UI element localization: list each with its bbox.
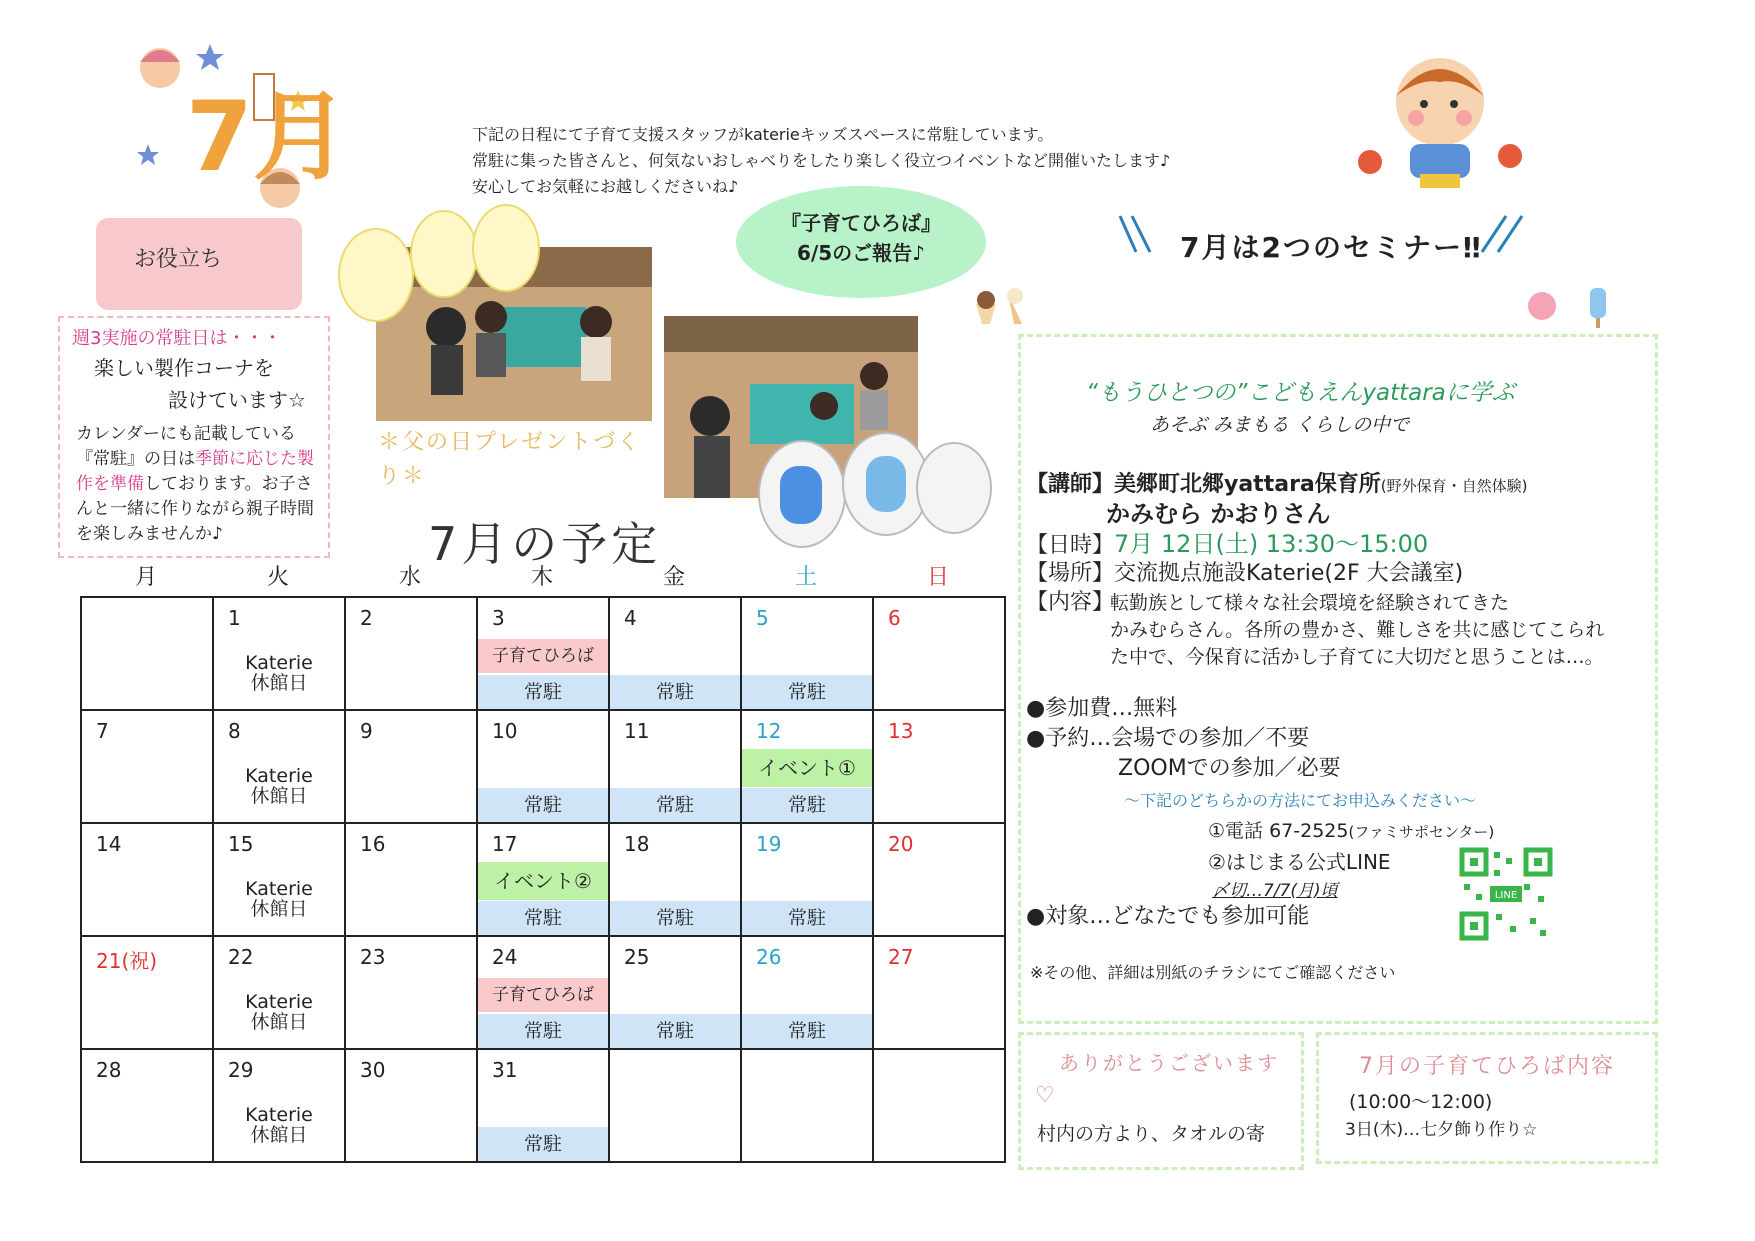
closed-text: 休館日: [250, 1124, 308, 1146]
july-badge: [130, 40, 349, 210]
lecturer-name: かみむら かおりさん: [1106, 500, 1331, 528]
day-number: 30: [360, 1058, 386, 1082]
day-cell: [345, 710, 477, 823]
apply-phone-row: [1208, 816, 1494, 843]
hiroba-content-panel: [1316, 1032, 1658, 1164]
day-number: 22: [228, 945, 254, 969]
closed-text: 休館日: [250, 672, 308, 694]
intro-line-1: 下記の日程にて子育て支援スタッフがkaterieキッズスペースに常駐しています。: [472, 125, 1054, 144]
place-label: 【場所】: [1026, 561, 1115, 586]
thanks-text: 村内の方より、タオルの寄: [1037, 1123, 1266, 1145]
day-number: 28: [96, 1058, 122, 1082]
day-cell: [345, 823, 477, 936]
seminar-note: ※その他、詳細は別紙のチラシにてご確認ください: [1030, 963, 1396, 982]
day-number: 14: [96, 832, 122, 856]
calendar-title: 7月の予定: [428, 517, 662, 571]
seminar-heading: 7月は2つのセミナー‼: [1180, 231, 1483, 264]
hiroba-tag: 子育てひろば: [478, 639, 608, 673]
closed-text: 休館日: [250, 898, 308, 920]
closed-label: [214, 1105, 344, 1145]
day-number: 13: [888, 719, 914, 743]
day-cell: [741, 936, 873, 1049]
day-number: 5: [756, 606, 769, 630]
stay-tag: 常駐: [742, 788, 872, 822]
day-cell: [873, 823, 1005, 936]
weekday-sun: 日: [926, 565, 949, 590]
reserve-row-2: ZOOMでの参加／必要: [1118, 756, 1341, 781]
craft-cup-6: [916, 442, 992, 534]
day-number: 8: [228, 719, 241, 743]
day-cell: [81, 710, 213, 823]
content-line-2: かみむらさん。各所の豊かさ、難しさを共に感じてこられ: [1110, 619, 1605, 641]
day-number: 7: [96, 719, 109, 743]
craft-handprint: [866, 456, 906, 512]
day-cell: [213, 710, 345, 823]
day-cell: [345, 1049, 477, 1162]
weekday-thu: 木: [530, 565, 553, 590]
content-label: 【内容】: [1026, 590, 1115, 615]
day-cell: [609, 710, 741, 823]
target-row: ●対象…どなたでも参加可能: [1026, 904, 1310, 929]
qr-line-label: LINE: [1494, 890, 1518, 901]
day-number: 31: [492, 1058, 518, 1082]
craft-cup-3: [472, 204, 540, 292]
day-cell: [873, 936, 1005, 1049]
weekday-mon: 月: [134, 565, 157, 590]
hiroba-tag: 子育てひろば: [478, 978, 608, 1012]
content-line-3: た中で、今保育に活かし子育てに大切だと思うことは…。: [1110, 646, 1604, 668]
stay-tag: 常駐: [610, 675, 740, 709]
day-cell: [81, 936, 213, 1049]
hiroba-content-title: 7月の子育てひろば内容: [1359, 1054, 1615, 1079]
day-cell: [609, 1049, 741, 1162]
tips-body-a: カレンダーにも記載している『常駐』の日は: [76, 424, 296, 469]
weekday-fri: 金: [662, 565, 685, 590]
lecturer-note: (野外保育・自然体験): [1380, 477, 1528, 495]
day-number: 20: [888, 832, 914, 856]
day-number: 17: [492, 832, 518, 856]
day-cell: [81, 597, 213, 710]
stay-tag: 常駐: [742, 1014, 872, 1048]
closed-label: [214, 653, 344, 693]
event-tag: イベント①: [742, 749, 872, 787]
date-label: 【日時】: [1026, 533, 1115, 558]
stay-tag: 常駐: [610, 788, 740, 822]
day-number: 10: [492, 719, 518, 743]
calendar-week: [81, 1049, 1005, 1162]
day-number: 6: [888, 606, 901, 630]
tips-label-box: [96, 218, 302, 310]
day-cell: [873, 597, 1005, 710]
tips-line-3: 設けています☆: [168, 388, 306, 412]
tips-label: お役立ち: [134, 247, 223, 272]
lecturer-row: [1026, 470, 1527, 501]
tips-panel: [58, 316, 330, 558]
day-number: 12: [756, 719, 782, 743]
day-cell: [609, 597, 741, 710]
report-bubble: [736, 186, 986, 298]
closed-label: [214, 992, 344, 1032]
day-number: 15: [228, 832, 254, 856]
reserve-row-1: ●予約…会場での参加／不要: [1026, 726, 1310, 751]
closed-venue: Katerie: [245, 991, 313, 1013]
day-number: 9: [360, 719, 373, 743]
stay-tag: 常駐: [610, 1014, 740, 1048]
ice-cream-icon: [1520, 284, 1630, 336]
day-number: 1: [228, 606, 241, 630]
date-value: 7月 12日(土) 13:30〜15:00: [1114, 530, 1429, 558]
day-cell: [213, 1049, 345, 1162]
stay-tag: 常駐: [478, 1014, 608, 1048]
day-cell: [609, 823, 741, 936]
day-number: 24: [492, 945, 518, 969]
day-cell: [81, 823, 213, 936]
day-number: 19: [756, 832, 782, 856]
thanks-title: ありがとうございます: [1059, 1051, 1279, 1075]
closed-venue: Katerie: [245, 1104, 313, 1126]
report-line-1: 『子育てひろば』: [781, 211, 941, 235]
weekday-tue: 火: [266, 565, 289, 590]
hiroba-content-item: 3日(木)…七夕飾り作り☆: [1345, 1120, 1538, 1140]
closed-label: [214, 879, 344, 919]
closed-label: [214, 766, 344, 806]
weekday-wed: 水: [398, 565, 421, 590]
closed-venue: Katerie: [245, 765, 313, 787]
photo-caption: ＊父の日プレゼントづくり＊: [378, 430, 642, 489]
day-cell: [81, 1049, 213, 1162]
stay-tag: 常駐: [478, 901, 608, 935]
tips-body-b: しております。お子さんと一緒に作りながら親子時間を楽しみませんか♪: [76, 474, 314, 544]
apply-line: ②はじまる公式LINE: [1208, 850, 1391, 874]
apply-phone-note: (ファミサポセンター): [1348, 823, 1495, 841]
day-cell: [213, 823, 345, 936]
calendar-week: [81, 710, 1005, 823]
weekday-sat: 土: [794, 565, 817, 590]
calendar-grid: [80, 596, 1006, 1163]
day-number: 23: [360, 945, 386, 969]
closed-text: 休館日: [250, 1011, 308, 1033]
heart-icon: ♡: [1035, 1083, 1055, 1108]
content-line-1: 転勤族として様々な社会環境を経験されてきた: [1110, 592, 1510, 614]
day-cell: [873, 710, 1005, 823]
day-cell: [741, 1049, 873, 1162]
lecturer-label: 【講師】美郷町北郷yattara保育所: [1026, 472, 1381, 497]
closed-venue: Katerie: [245, 652, 313, 674]
place-row: [1026, 559, 1463, 588]
seminar-subtitle: あそぶ みまもる くらしの中で: [1150, 414, 1410, 436]
day-cell: [213, 597, 345, 710]
craft-cup-4: [758, 440, 846, 548]
stay-tag: 常駐: [742, 675, 872, 709]
closed-text: 休館日: [250, 785, 308, 807]
day-number: 11: [624, 719, 650, 743]
craft-handprint: [780, 466, 822, 524]
hiroba-content-time: (10:00〜12:00): [1349, 1091, 1493, 1113]
date-row: [1026, 530, 1428, 560]
line-qr-code[interactable]: [1460, 848, 1552, 940]
day-cell: [477, 1049, 609, 1162]
heading-accent-left-icon: [1116, 210, 1156, 264]
closed-venue: Katerie: [245, 878, 313, 900]
event-tag: イベント②: [478, 862, 608, 900]
calendar-week: [81, 823, 1005, 936]
craft-cup-1: [338, 228, 414, 322]
tips-line-2: 楽しい製作コーナを: [94, 356, 274, 380]
parfait-icon: [966, 284, 1036, 336]
stay-tag: 常駐: [478, 788, 608, 822]
fee-row: ●参加費…無料: [1026, 696, 1178, 721]
thanks-panel: [1018, 1032, 1304, 1170]
day-cell: [477, 710, 609, 823]
stay-tag: 常駐: [610, 901, 740, 935]
day-cell: [345, 597, 477, 710]
badge-month-num: 7月: [186, 81, 349, 193]
calendar-week: [81, 936, 1005, 1049]
boy-illustration: [1340, 52, 1530, 192]
report-line-2: 6/5のご報告♪: [797, 241, 925, 265]
tips-body: [76, 422, 326, 547]
stay-tag: 常駐: [478, 1127, 608, 1161]
day-number: 27: [888, 945, 914, 969]
day-cell: [477, 936, 609, 1049]
tips-line-1: 週3実施の常駐日は・・・: [72, 328, 282, 349]
tips-body-highlight: 季節に応じた製作を準備: [76, 449, 314, 494]
day-cell: [477, 597, 609, 710]
day-number: 25: [624, 945, 650, 969]
day-number: 3: [492, 606, 505, 630]
day-cell: [213, 936, 345, 1049]
day-number: 18: [624, 832, 650, 856]
intro-line-3: 安心してお気軽にお越しくださいね♪: [472, 177, 739, 196]
stay-tag: 常駐: [742, 901, 872, 935]
day-number: 4: [624, 606, 637, 630]
day-cell: [873, 1049, 1005, 1162]
day-number: 16: [360, 832, 386, 856]
day-cell: [741, 597, 873, 710]
craft-cup-2: [410, 210, 478, 298]
seminar-title: “もうひとつの”こどもえんyattaraに学ぶ: [1086, 380, 1515, 406]
place-value: 交流拠点施設Katerie(2F 大会議室): [1114, 561, 1464, 586]
apply-phone: ①電話 67-2525: [1208, 820, 1349, 842]
day-cell: [609, 936, 741, 1049]
day-cell: [345, 936, 477, 1049]
day-cell: [741, 710, 873, 823]
heading-accent-right-icon: [1476, 210, 1536, 264]
day-number: 2: [360, 606, 373, 630]
content-text: [1110, 590, 1604, 671]
day-number: 26: [756, 945, 782, 969]
day-number: 29: [228, 1058, 254, 1082]
calendar-week: [81, 597, 1005, 710]
day-cell: [477, 823, 609, 936]
day-number: 21(祝): [96, 949, 158, 973]
apply-note: 〜下記のどちらかの方法にてお申込みください〜: [1124, 791, 1477, 810]
stay-tag: 常駐: [478, 675, 608, 709]
day-cell: [741, 823, 873, 936]
intro-line-2: 常駐に集った皆さんと、何気ないおしゃべりをしたり楽しく役立つイベントなど開催いたします♪: [472, 151, 1171, 170]
deadline: 〆切…7/7(月)頃: [1212, 881, 1338, 901]
